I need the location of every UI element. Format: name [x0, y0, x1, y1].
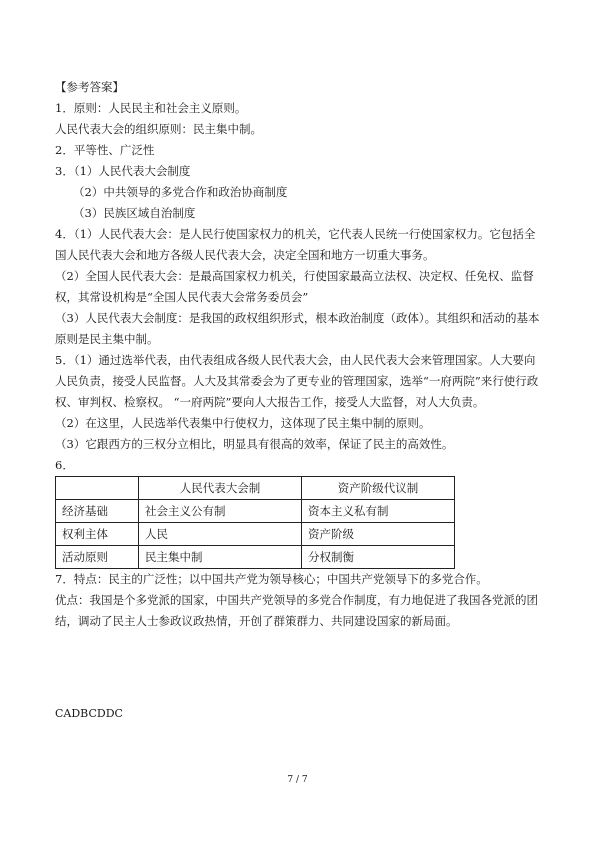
table-cell: 人民 [139, 523, 302, 546]
table-row [56, 500, 455, 523]
table-cell: 社会主义公有制 [139, 500, 302, 523]
table-cell: 分权制衡 [302, 546, 455, 569]
table-header-cell: 人民代表大会制 [139, 477, 302, 500]
answer-7-features: 7．特点：民主的广泛性；以中国共产党为领导核心；中国共产党领导下的多党合作。 [55, 572, 488, 586]
answer-4-part-2: （2）全国人民代表大会：是最高国家权力机关，行使国家最高立法权、决定权、任免权、监督权，其常设机构是“全国人民代表大会常务委员会” [55, 269, 534, 304]
answer-1-line-1: 1．原则：人民民主和社会主义原则。 [55, 101, 247, 115]
table-cell: 民主集中制 [139, 546, 302, 569]
table-row [56, 523, 455, 546]
table-cell: 资产阶级 [302, 523, 455, 546]
answer-1-line-2: 人民代表大会的组织原则：民主集中制。 [55, 122, 262, 136]
answer-3-item-2: （2）中共领导的多党合作和政治协商制度 [73, 185, 288, 199]
answer-5-part-1: 5．（1）通过选举代表，由代表组成各级人民代表大会，由人民代表大会来管理国家。人大要向人民负责，接受人民监督。人大及其常委会为了更专业的管理国家，选举“一府两院”来行使行政权、审判权、检察权。 “一府两院”要向人大报告工作，接受人大监督，对人大负责。 [55, 353, 539, 409]
table-cell: 权利主体 [56, 523, 139, 546]
answer-4-part-3: （3）人民代表大会制度：是我国的政权组织形式，根本政治制度（政体）。其组织和活动的基本原则是民主集中制。 [55, 311, 540, 346]
table-header-row [56, 477, 455, 500]
answer-5-part-2: （2）在这里，人民选举代表集中行使权力，这体现了民主集中制的原则。 [55, 416, 431, 430]
section-header: 【参考答案】 [55, 80, 124, 94]
choice-answers: CADBCDDC [55, 707, 123, 720]
answer-2: 2．平等性、广泛性 [55, 143, 155, 157]
answer-5-part-3: （3）它跟西方的三权分立相比，明显具有很高的效率，保证了民主的高效性。 [55, 437, 454, 451]
page-number: 7 / 7 [287, 775, 308, 785]
table-row [56, 546, 455, 569]
answer-4-part-1: 4．（1）人民代表大会：是人民行使国家权力的机关，它代表人民统一行使国家权力。它包括全国人民代表大会和地方各级人民代表大会，决定全国和地方一切重大事务。 [55, 227, 536, 262]
table-header-cell [56, 477, 139, 500]
answer-7-advantages: 优点：我国是个多党派的国家，中国共产党领导的多党合作制度，有力地促进了我国各党派的团结，调动了民主人士参政议政热情，开创了群策群力、共同建设国家的新局面。 [55, 593, 538, 628]
table-cell: 资本主义私有制 [302, 500, 455, 523]
table-header-cell: 资产阶级代议制 [302, 477, 455, 500]
answer-6: 6． [55, 458, 74, 472]
answer-content [55, 77, 545, 632]
answer-3-item-1: 3．（1）人民代表大会制度 [55, 164, 191, 178]
comparison-table [55, 476, 455, 569]
table-cell: 活动原则 [56, 546, 139, 569]
answer-3-item-3: （3）民族区域自治制度 [73, 206, 196, 220]
table-cell: 经济基础 [56, 500, 139, 523]
